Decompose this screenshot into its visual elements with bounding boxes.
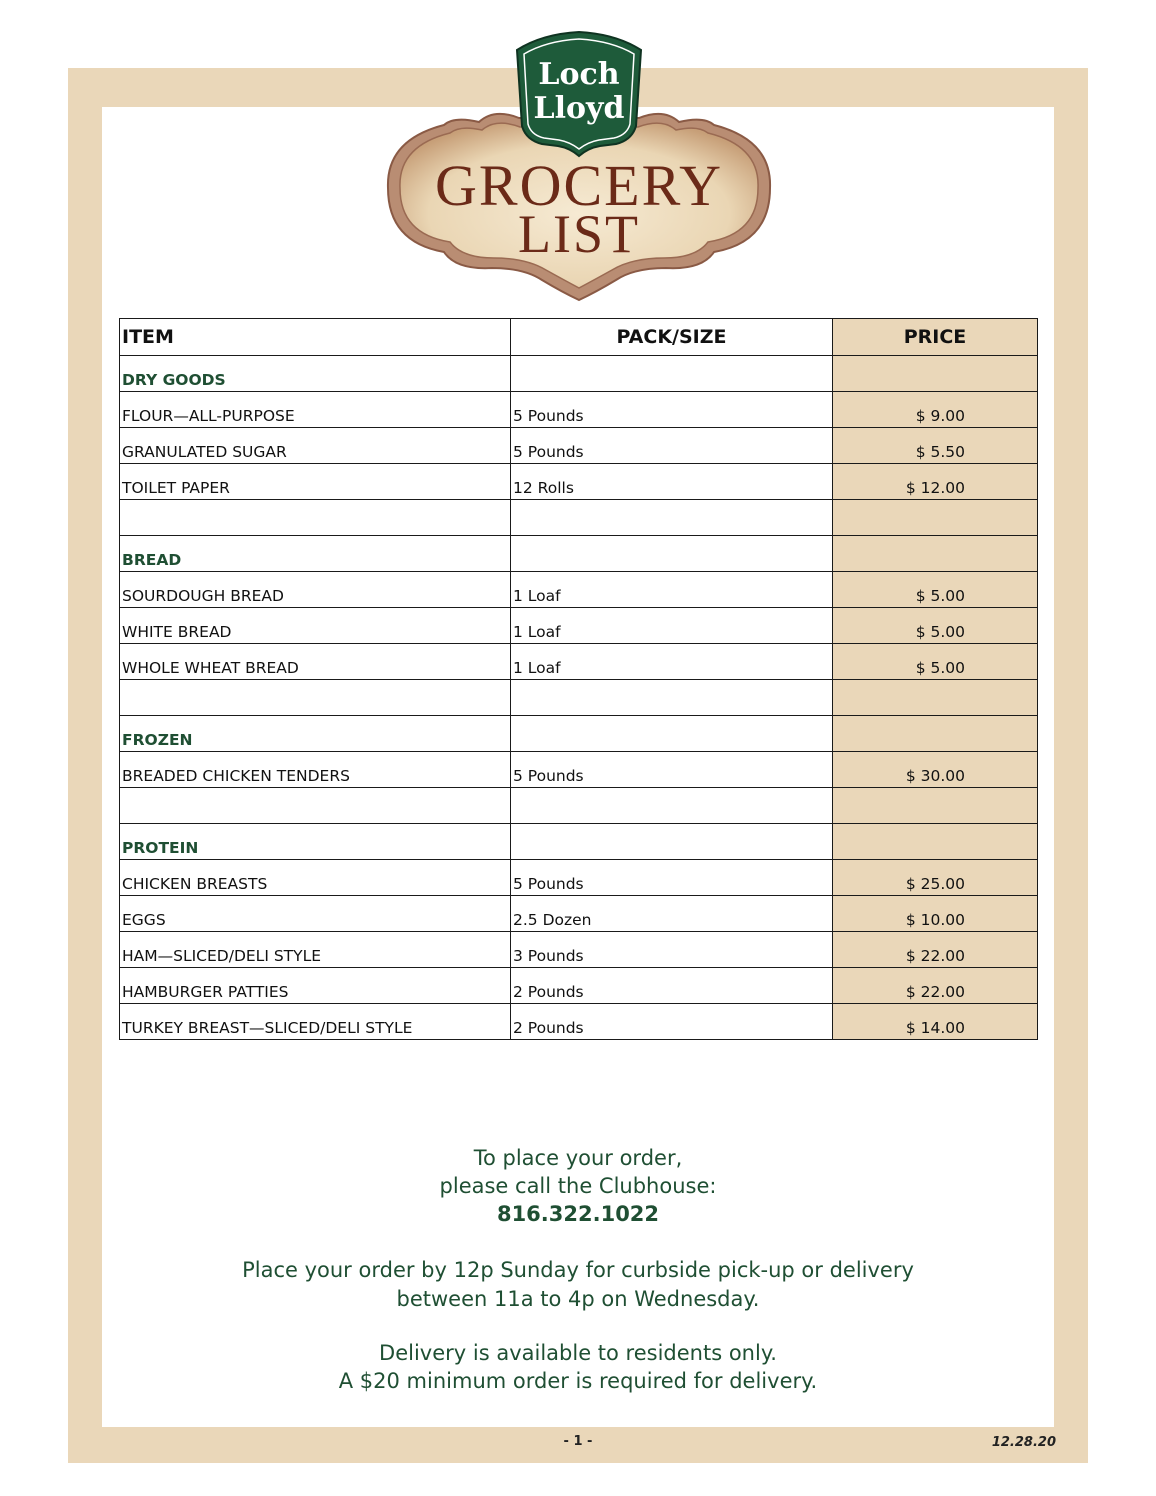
table-body xyxy=(120,356,1038,1040)
table-row xyxy=(120,788,1038,824)
pack-size-cell: 5 Pounds xyxy=(511,428,833,464)
table-row xyxy=(120,500,1038,536)
logo-graphic xyxy=(384,30,774,302)
pack-size-cell: 5 Pounds xyxy=(511,860,833,896)
pack-size-cell xyxy=(511,536,833,572)
item-cell: GRANULATED SUGAR xyxy=(120,428,511,464)
order-instructions-line1: To place your order, xyxy=(473,1146,683,1170)
item-cell xyxy=(120,788,511,824)
price-cell xyxy=(833,500,1038,536)
pack-size-cell xyxy=(511,356,833,392)
price-cell xyxy=(833,788,1038,824)
delivery-note-line2: A $20 minimum order is required for delivery. xyxy=(338,1369,818,1393)
pack-size-cell xyxy=(511,500,833,536)
item-cell: FROZEN xyxy=(120,716,511,752)
section-row xyxy=(120,824,1038,860)
pack-size-cell: 3 Pounds xyxy=(511,932,833,968)
item-cell: TOILET PAPER xyxy=(120,464,511,500)
price-cell xyxy=(833,824,1038,860)
shield-line1: Loch xyxy=(538,57,620,92)
pack-size-cell: 2 Pounds xyxy=(511,968,833,1004)
item-cell xyxy=(120,680,511,716)
item-cell: EGGS xyxy=(120,896,511,932)
grocery-table xyxy=(119,318,1038,1040)
pack-size-cell: 1 Loaf xyxy=(511,608,833,644)
price-cell: $ 5.00 xyxy=(833,608,1038,644)
item-cell xyxy=(120,500,511,536)
pack-size-cell: 2 Pounds xyxy=(511,1004,833,1040)
table-header-row xyxy=(120,319,1038,356)
loch-lloyd-grocery-list-logo xyxy=(384,30,774,302)
price-cell: $ 14.00 xyxy=(833,1004,1038,1040)
delivery-note-line1: Delivery is available to residents only. xyxy=(379,1341,777,1365)
section-row xyxy=(120,356,1038,392)
item-cell: BREADED CHICKEN TENDERS xyxy=(120,752,511,788)
header-item: ITEM xyxy=(120,319,511,356)
item-cell: CHICKEN BREASTS xyxy=(120,860,511,896)
table-row xyxy=(120,572,1038,608)
header-price: PRICE xyxy=(833,319,1038,356)
clubhouse-phone-number: 816.322.1022 xyxy=(496,1202,660,1226)
table-row xyxy=(120,752,1038,788)
price-cell: $ 5.00 xyxy=(833,644,1038,680)
pack-size-cell: 1 Loaf xyxy=(511,572,833,608)
order-deadline-line2: between 11a to 4p on Wednesday. xyxy=(396,1287,760,1311)
table-row xyxy=(120,644,1038,680)
pack-size-cell: 1 Loaf xyxy=(511,644,833,680)
price-cell: $ 5.00 xyxy=(833,572,1038,608)
price-cell xyxy=(833,716,1038,752)
item-cell: TURKEY BREAST—SLICED/DELI STYLE xyxy=(120,1004,511,1040)
item-cell: WHITE BREAD xyxy=(120,608,511,644)
price-cell xyxy=(833,536,1038,572)
pack-size-cell xyxy=(511,824,833,860)
section-row xyxy=(120,716,1038,752)
price-cell: $ 10.00 xyxy=(833,896,1038,932)
table-row xyxy=(120,608,1038,644)
price-cell: $ 22.00 xyxy=(833,932,1038,968)
price-cell: $ 25.00 xyxy=(833,860,1038,896)
price-cell xyxy=(833,680,1038,716)
pack-size-cell: 12 Rolls xyxy=(511,464,833,500)
item-cell: DRY GOODS xyxy=(120,356,511,392)
order-deadline-line1: Place your order by 12p Sunday for curbside pick-up or delivery xyxy=(242,1258,914,1282)
price-cell: $ 22.00 xyxy=(833,968,1038,1004)
shield-line2: Lloyd xyxy=(533,91,625,126)
item-cell: BREAD xyxy=(120,536,511,572)
order-instructions-line2: please call the Clubhouse: xyxy=(439,1174,717,1198)
plaque-line2: LIST xyxy=(518,204,640,264)
pack-size-cell: 2.5 Dozen xyxy=(511,896,833,932)
pack-size-cell xyxy=(511,788,833,824)
revision-date: 12.28.20 xyxy=(991,1435,1056,1450)
price-cell: $ 5.50 xyxy=(833,428,1038,464)
price-cell: $ 9.00 xyxy=(833,392,1038,428)
item-cell: WHOLE WHEAT BREAD xyxy=(120,644,511,680)
table-row xyxy=(120,1004,1038,1040)
header-pack-size: PACK/SIZE xyxy=(511,319,833,356)
item-cell: HAM—SLICED/DELI STYLE xyxy=(120,932,511,968)
table-row xyxy=(120,428,1038,464)
table-row xyxy=(120,896,1038,932)
table-row xyxy=(120,968,1038,1004)
pack-size-cell xyxy=(511,680,833,716)
plaque-line1: GROCERY xyxy=(435,153,723,218)
table-row xyxy=(120,860,1038,896)
item-cell: PROTEIN xyxy=(120,824,511,860)
page-number: - 1 - xyxy=(563,1434,593,1449)
item-cell: FLOUR—ALL-PURPOSE xyxy=(120,392,511,428)
price-cell xyxy=(833,356,1038,392)
section-row xyxy=(120,536,1038,572)
price-cell: $ 12.00 xyxy=(833,464,1038,500)
pack-size-cell: 5 Pounds xyxy=(511,392,833,428)
table-row xyxy=(120,680,1038,716)
pack-size-cell: 5 Pounds xyxy=(511,752,833,788)
pack-size-cell xyxy=(511,716,833,752)
table-row xyxy=(120,464,1038,500)
item-cell: HAMBURGER PATTIES xyxy=(120,968,511,1004)
table-row xyxy=(120,932,1038,968)
table-row xyxy=(120,392,1038,428)
item-cell: SOURDOUGH BREAD xyxy=(120,572,511,608)
price-cell: $ 30.00 xyxy=(833,752,1038,788)
